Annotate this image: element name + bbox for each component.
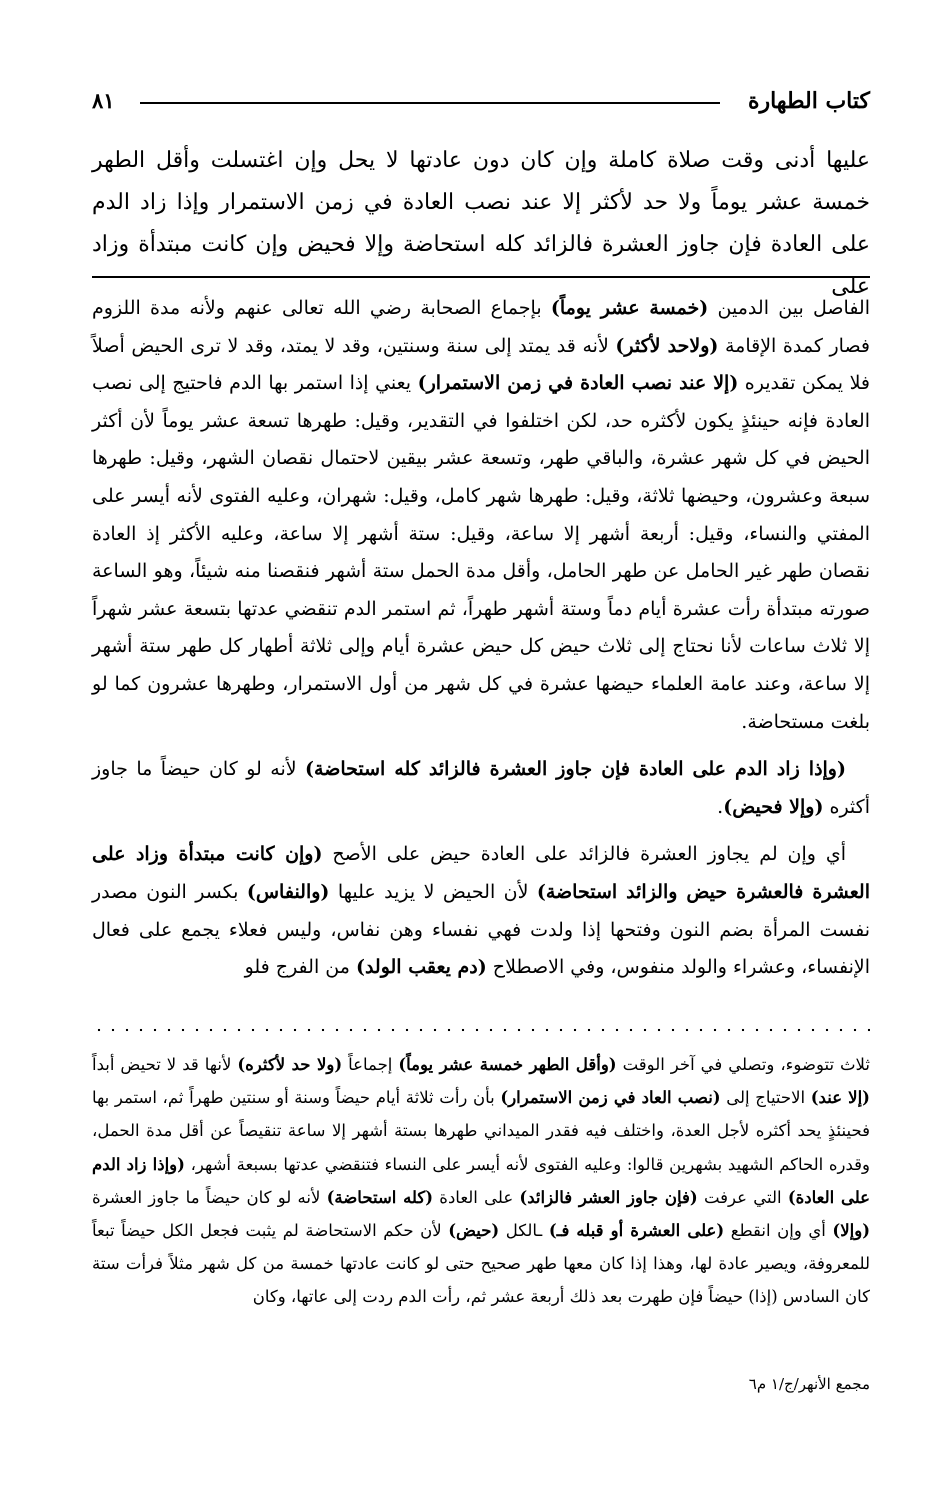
text-run: بكسر النون مصدر نفست المرأة بضم النون وفتحها إذا ولدت فهي نفساء وهن نفاس، وليس فعلاء يجمع على فعال الإنفساء، وعشراء والولد منفوس، وفي الاصطلاح [92,880,870,979]
text-run: لأنه لو كان حيضاً ما جاوز العشرة [92,1187,327,1207]
quoted-text: (وإذا زاد الدم على العادة) [92,1154,871,1207]
quoted-text: (دم يعقب الولد) [355,956,487,979]
text-run: لأنه لو كان حيضاً ما جاوز أكثره [92,758,870,818]
running-header [92,88,870,118]
quoted-text: (وأقل الطهر خمسة عشر يوماً) [398,1055,617,1074]
text-run: ثلاث تتوضوء، وتصلي في آخر الوقت [616,1055,870,1074]
text-run: لأن الحيض لا يزيد عليها [329,880,537,903]
quoted-text: (نصب العاد في زمن الاستمرار) [500,1088,721,1108]
commentary-paragraph-2 [92,751,870,826]
dotted-separator [92,1026,870,1034]
quoted-text: (إلا عند نصب العادة في زمن الاستمرار) [417,372,739,395]
text-run: لأنه قد يمتد إلى سنة وسنتين، وقد لا يمتد، وقد لا ترى الحيض أصلاً فلا يمكن تقديره [92,334,870,395]
text-run: أي وإن انقطع [724,1221,833,1241]
quoted-text: (وإلا) [832,1221,870,1241]
text-run: أي وإن لم يجاوز العشرة فالزائد على العادة حيض على الأصح [322,843,846,866]
quoted-text: (ولا حد لأكثره) [237,1055,343,1074]
text-run: بأن رأت ثلاثة أيام حيضاً وسنة أو سنتين طهراً ثم، استمر بها فحينئذٍ يحد أكثره لأجل العدة، واختلف فيه فقدر الميداني طهرها بستة أشهر إلا ساعة تنقيصاً عن أقل مدة الحمل، وقدره الحاكم الشهيد بشهرين قالوا: وعليه الفتوى لأنه أيسر على النساء فتنقضي عدتها بسبعة أشهر، [92,1088,870,1174]
text-run: ـالكل [499,1221,549,1241]
quoted-text: (إلا عند) [810,1088,870,1108]
commentary-paragraph-1 [92,290,870,741]
footnote-commentary [92,1048,870,1314]
quoted-text: (والنفاس) [246,880,330,903]
header-rule [140,102,720,104]
text-run: لأنها قد لا تحيض أبداً [92,1055,238,1074]
quoted-text: (وإن كانت مبتدأة وزاد على العشرة فالعشرة حيض والزائد استحاضة) [92,843,870,903]
text-run: يعني إذا استمر بها الدم فاحتيج إلى نصب العادة فإنه حينئذٍ يكون لأكثره حد، لكن اختلفوا في التقدير، وقيل: طهرها تسعة عشر يوماً لأن أكثر الحيض في كل شهر عشرة، والباقي طهر، وتسعة عشر بيقين لاحتمال نقصان الشهر، وقيل: طهرها سبعة وعشرون، وحيضها ثلاثة، وقيل: طهرها شهر كامل، وقيل: شهران، وعليه الفتوى لأنه أيسر على المفتي والنساء، وقيل: أربعة أشهر إلا ساعة، وقيل: ستة أشهر إلا ساعة، وعليه الأكثر إذ العادة نقصان طهر غير الحامل عن طهر الحامل، وأقل مدة الحمل ستة أشهر فنقصنا منه شيئاً، وهو الساعة صورته مبتدأة رأت عشرة أيام دماً وستة أشهر طهراً، ثم استمر الدم تنقضي عدتها بتسعة عشر شهراً إلا ثلاث ساعات لأنا نحتاج إلى ثلاث حيض كل حيض عشرة أيام وإلى ثلاثة أطهار كل طهر ستة أشهر إلا ساعة، وعند عامة العلماء حيضها عشرة في كل شهر من أول الاستمرار، وطهرها عشرون كما لو بلغت مستحاضة. [92,372,870,733]
quoted-text: (وإذا زاد الدم على العادة فإن جاوز العشرة فالزائد كله استحاضة) [305,758,846,781]
text-run: . [717,795,724,818]
commentary-paragraph-3 [92,836,870,986]
quoted-text: (حيض) [448,1221,500,1241]
quoted-text: (على العشرة أو قبله فـ) [548,1221,725,1241]
text-run: لأن حكم الاستحاضة لم يثبت فجعل الكل حيضاً تبعاً للمعروفة، ويصير عادة لها، وهذا إذا كان معها طهر صحيح حتى لو كانت عادتها خمسة من كل شهر مثلاً فرأت ستة كان السادس (إذا) حيضاً فإن طهرت بعد ذلك أربعة عشر ثم، رأت الدم ردت إلى عاتها، وكان [92,1221,870,1307]
text-run: على العادة [433,1187,520,1207]
text-run: الاحتياج إلى [720,1088,811,1108]
quoted-text: (وإلا فحيض) [723,795,824,818]
text-run: بإجماع الصحابة رضي الله تعالى عنهم ولأنه مدة اللزوم فصار كمدة الإقامة [92,297,871,357]
text-run: التي عرفت [697,1187,788,1207]
page-number: ٨١ [92,88,115,113]
commentary [92,290,870,987]
main-text-divider [92,276,870,278]
text-run: من الفرج فلو [244,956,356,979]
quoted-text: (فإن جاوز العشر فالزائد) [519,1187,698,1207]
quoted-text: (خمسة عشر يوماً) [550,297,709,319]
header-title: كتاب الطهارة [747,88,870,114]
signature-text: مجمع الأنهر/ج/١ م٦ [748,1375,870,1393]
footnote-paragraph [92,1048,870,1314]
text-run: الفاصل بين الدمين [708,297,870,319]
main-text-paragraph: عليها أدنى وقت صلاة كاملة وإن كان دون عادتها لا يحل وإن اغتسلت وأقل الطهر خمسة عشر يوماً ولا حد لأكثر إلا عند نصب العادة في زمن الاستمرار وإذا زاد الدم على العادة فإن جاوز العشرة فالزائد كله استحاضة وإلا فحيض وإن كانت مبتدأة وزاد على [92,148,870,299]
quoted-text: (كله استحاضة) [326,1187,434,1207]
printer-signature [92,1373,870,1395]
main-text [92,140,870,308]
text-run: إجماعاً [342,1055,399,1074]
quoted-text: (ولاحد لأكثر) [615,334,719,357]
